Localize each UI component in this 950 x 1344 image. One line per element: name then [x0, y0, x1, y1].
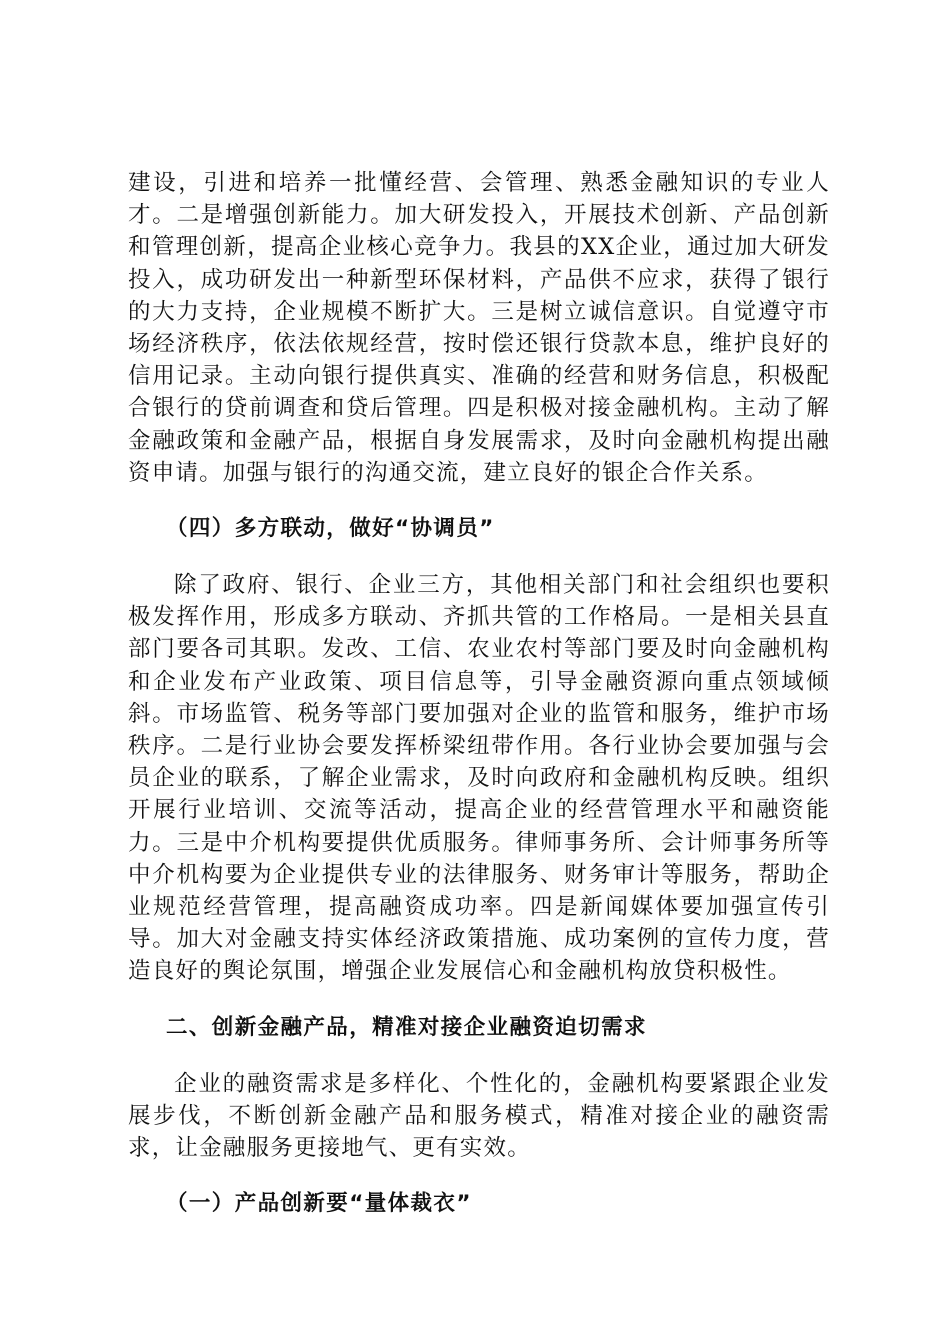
body-paragraph-3: 企业的融资需求是多样化、个性化的，金融机构要紧跟企业发展步伐，不断创新金融产品和服务模式，精准对接企业的融资需求，让金融服务更接地气、更有实效。	[128, 1070, 830, 1162]
section-heading-1: （一）产品创新要“量体裁衣”	[166, 1191, 472, 1217]
section-heading-4: （四）多方联动，做好“协调员”	[166, 516, 495, 542]
document-page	[128, 167, 830, 1220]
body-paragraph-1: 建设，引进和培养一批懂经营、会管理、熟悉金融知识的专业人才。二是增强创新能力。加大研发投入，开展技术创新、产品创新和管理创新，提高企业核心竞争力。我县的XX企业，通过加大研发投入，成功研发出一种新型环保材料，产品供不应求，获得了银行的大力支持，企业规模不断扩大。三是树立诚信意识。自觉遵守市场经济秩序，依法依规经营，按时偿还银行贷款本息，维护良好的信用记录。主动向银行提供真实、准确的经营和财务信息，积极配合银行的贷前调查和贷后管理。四是积极对接金融机构。主动了解金融政策和金融产品，根据自身发展需求，及时向金融机构提出融资申请。加强与银行的沟通交流，建立良好的银企合作关系。	[128, 170, 830, 486]
chapter-heading-2: 二、创新金融产品，精准对接企业融资迫切需求	[166, 1014, 647, 1040]
body-paragraph-2: 除了政府、银行、企业三方，其他相关部门和社会组织也要积极发挥作用，形成多方联动、齐抓共管的工作格局。一是相关县直部门要各司其职。发改、工信、农业农村等部门要及时向金融机构和企业发布产业政策、项目信息等，引导金融资源向重点领域倾斜。市场监管、税务等部门要加强对企业的监管和服务，维护市场秩序。二是行业协会要发挥桥梁纽带作用。各行业协会要加强与会员企业的联系，了解企业需求，及时向政府和金融机构反映。组织开展行业培训、交流等活动，提高企业的经营管理水平和融资能力。三是中介机构要提供优质服务。律师事务所、会计师事务所等中介机构要为企业提供专业的法律服务、财务审计等服务，帮助企业规范经营管理，提高融资成功率。四是新闻媒体要加强宣传引导。加大对金融支持实体经济政策措施、成功案例的宣传力度，营造良好的舆论氛围，增强企业发展信心和金融机构放贷积极性。	[128, 572, 830, 985]
